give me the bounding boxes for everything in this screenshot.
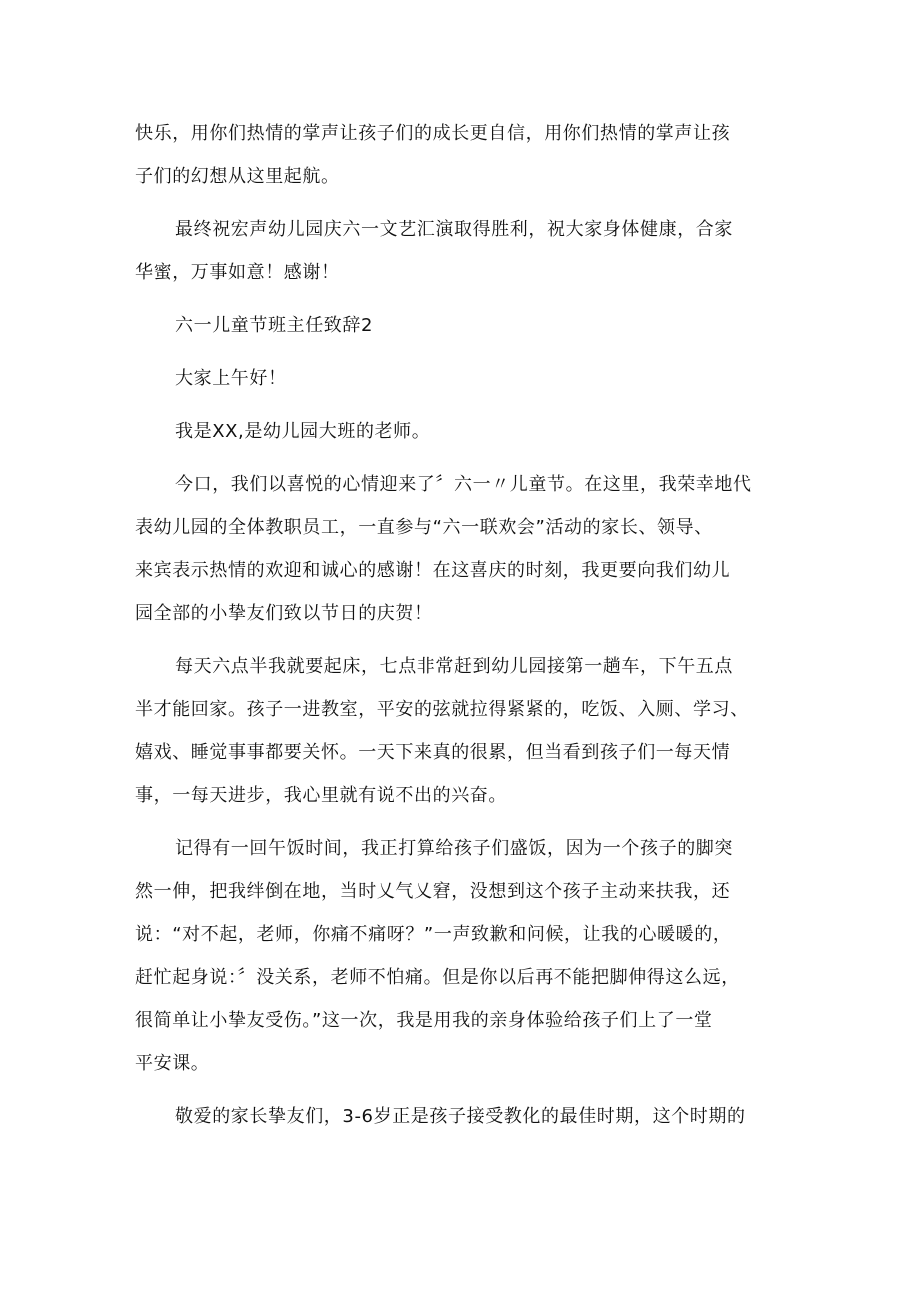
paragraph: [135, 827, 785, 1085]
paragraph: [135, 208, 785, 294]
text-line: 快乐，用你们热情的掌声让孩子们的成长更自信，用你们热情的掌声让孩: [135, 123, 731, 144]
text-line: 嬉戏、睡觉事事都要关怀。一天下来真的很累，但当看到孩子们一每天情: [135, 742, 731, 763]
text-line: 说：“对不起，老师，你痛不痛呀？”一声致歉和问候，让我的心暖暖的，: [135, 924, 732, 945]
text-line: 最终祝宏声幼儿园庆六一文艺汇演取得胜利，祝大家身体健康，合家: [175, 219, 733, 240]
text-line: 大家上午好！: [175, 368, 287, 389]
text-line: 记得有一回午饭时间，我正打算给孩子们盛饭，因为一个孩子的脚突: [175, 838, 733, 859]
text-line: 表幼儿园的全体教职员工，一直参与“六一联欢会”活动的家长、领导、: [135, 517, 713, 538]
text-line: 每天六点半我就要起床，七点非常赶到幼儿园接第一趟车，下午五点: [175, 656, 733, 677]
text-line: 赶忙起身说：〞没关系，老师不怕痛。但是你以后再不能把脚伸得这么远，: [135, 967, 740, 988]
text-line: 平安课。: [135, 1053, 210, 1074]
text-line: 事，一每天进步，我心里就有说不出的兴奋。: [135, 785, 507, 806]
text-line: 来宾表示热情的欢迎和诚心的感谢！在这喜庆的时刻，我更要向我们幼儿: [135, 560, 731, 581]
text-line: 很简单让小挚友受伤。”这一次，我是用我的亲身体验给孩子们上了一堂: [135, 1010, 713, 1031]
paragraph: [135, 645, 785, 817]
paragraph: [135, 112, 785, 198]
document-body: [135, 112, 785, 1148]
paragraph: [135, 463, 785, 635]
text-line: 园全部的小挚友们致以节日的庆贺！: [135, 603, 433, 624]
section-heading: [135, 304, 785, 347]
paragraph: [135, 410, 785, 453]
text-line: 今口，我们以喜悦的心情迎来了〞六一〃儿童节。在这里，我荣幸地代: [175, 474, 752, 495]
text-line: 我是XX,是幼儿园大班的老师。: [175, 421, 431, 442]
text-line: 半才能回家。孩子一进教室，平安的弦就拉得紧紧的，吃饭、入厕、学习、: [135, 699, 749, 720]
text-line: 华蜜，万事如意！感谢！: [135, 262, 340, 283]
greeting: [135, 357, 785, 400]
text-line: 敬爱的家长挚友们，3-6岁正是孩子接受教化的最佳时期，这个时期的: [175, 1106, 746, 1127]
text-line: 六一儿童节班主任致辞2: [175, 315, 374, 336]
text-line: 子们的幻想从这里起航。: [135, 166, 340, 187]
text-line: 然一伸，把我绊倒在地，当时乂气乂窘，没想到这个孩子主动来扶我，还: [135, 881, 731, 902]
paragraph: [135, 1095, 785, 1138]
